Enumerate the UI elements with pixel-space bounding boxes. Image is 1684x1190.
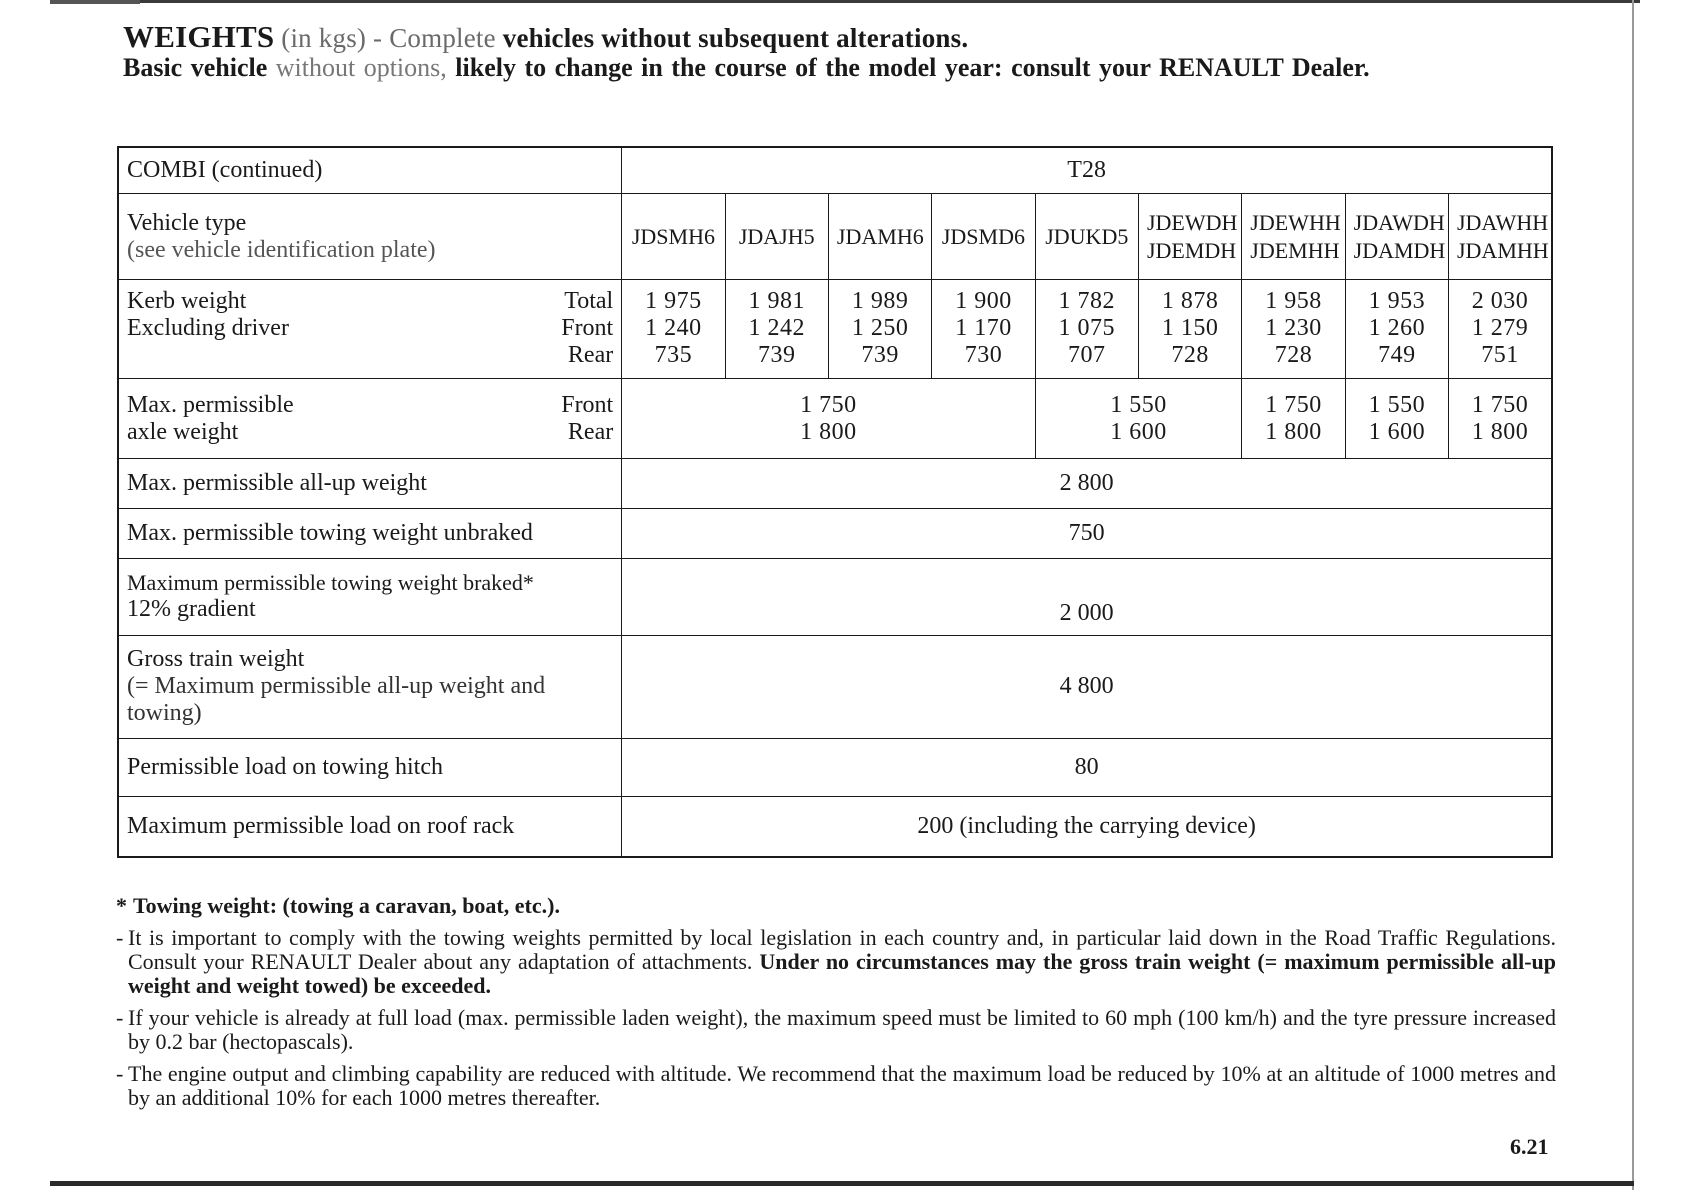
axle-front-value: 1 550 [1110,391,1167,418]
kerb-total: 2 030 [1471,288,1529,315]
axle-rear-value: 1 800 [1265,418,1322,445]
page-top-edge [50,0,1640,3]
kerb-total-label: Total [564,288,614,315]
footnote-heading [116,894,1556,918]
table-row-towing-hitch [118,739,1552,797]
axle-rear-value: 1 600 [1368,418,1426,445]
footnote-item [116,926,1556,998]
kerb-front: 1 230 [1265,315,1322,342]
heading-rest: vehicles without subsequent alterations. [502,23,969,53]
allup-label-cell [118,459,622,509]
footnote-star: * [116,893,127,918]
vehicle-code [828,194,931,280]
vehicle-code-line: JDEWDH [1146,209,1238,235]
kerb-values [1448,280,1552,378]
vehicle-type-sub: (see vehicle identification plate) [127,236,436,263]
roof-label-cell [118,797,622,857]
axle-values [1035,378,1242,459]
section-label-cell [118,147,622,194]
kerb-total: 1 958 [1265,288,1322,315]
footnote-dash: - [116,925,124,950]
page-number: 6.21 [1510,1134,1549,1159]
axle-front-label: Front [561,391,614,418]
kerb-rear: 730 [964,342,1003,369]
page-right-edge [1632,0,1634,1190]
kerb-total: 1 981 [748,288,805,315]
footnote-item [116,1006,1556,1054]
kerb-rear: 707 [1068,342,1106,369]
kerb-values [622,280,725,378]
vehicle-code-line: JDAMH6 [836,223,924,249]
axle-label-cell [118,378,622,459]
vehicle-code [932,194,1035,280]
gross-value: 4 800 [1059,673,1114,700]
unbraked-value-cell [622,509,1552,559]
footnote-dash: - [116,1005,124,1030]
allup-value: 2 800 [1059,470,1114,497]
vehicle-code-line: JDAMHH [1456,237,1549,263]
weights-table [117,146,1553,858]
axle-front-value: 1 750 [800,391,857,418]
kerb-values [1242,280,1345,378]
roof-label: Maximum permissible load on roof rack [127,813,515,840]
braked-gradient: 12% gradient [127,596,256,623]
braked-label-cell [118,558,622,635]
vehicle-code-line: JDSMH6 [631,223,715,249]
kerb-front: 1 250 [851,315,909,342]
heading-title: WEIGHTS [123,19,275,54]
table-row-roof-rack [118,797,1552,857]
axle-values [622,378,1035,459]
hitch-value: 80 [1074,754,1099,781]
section-label: COMBI (continued) [127,157,323,184]
footnote-dash: - [116,1061,124,1086]
footnote-text: The engine output and climbing capability are reduced with altitude. We recommend that the maximum load be reduced by 10% at an altitude of 1000 metres and by an additional 10% for each 1000 metres thereafter. [128,1061,1556,1110]
table-row-gross-train [118,635,1552,739]
hitch-label: Permissible load on towing hitch [127,754,443,781]
kerb-label: Kerb weight [127,288,247,315]
model-label: T28 [1067,157,1106,184]
hitch-value-cell [622,739,1552,797]
axle-sub-label: axle weight [127,418,239,445]
kerb-front: 1 170 [955,315,1012,342]
footnote-text: It is important to comply with the towing weights permitted by local legislation in each country and, in particular laid down in the Road Traffic Regulations. Consult your RENAULT Dealer about any adaptation of attachments. [128,925,1556,974]
page-top-edge-mark [50,0,140,4]
kerb-values [828,280,931,378]
table-row-section [118,147,1552,194]
kerb-total: 1 878 [1161,288,1219,315]
unbraked-value: 750 [1068,520,1105,547]
allup-label: Max. permissible all-up weight [127,470,427,497]
kerb-values [1345,280,1448,378]
kerb-rear: 739 [861,342,899,369]
roof-value: 200 (including the carrying device) [917,813,1256,840]
heading-line-1 [123,19,1563,54]
kerb-rear: 751 [1481,342,1519,369]
footnote-item [116,1062,1556,1110]
vehicle-code-line: JDAWHH [1456,209,1549,235]
table-row-allup-weight [118,459,1552,509]
kerb-rear: 749 [1378,342,1416,369]
kerb-label-cell [118,280,622,378]
kerb-front: 1 240 [645,315,702,342]
vehicle-code-line: JDUKD5 [1045,223,1129,249]
kerb-values [725,280,828,378]
axle-front-value: 1 750 [1265,391,1322,418]
table-row-kerb-weight [118,280,1552,378]
kerb-rear: 728 [1274,342,1313,369]
vehicle-code-line: JDAJH5 [738,223,815,249]
kerb-rear: 739 [758,342,796,369]
axle-rear-value: 1 600 [1110,418,1167,445]
vehicle-code [622,194,725,280]
heading-without-options: without options, [275,53,447,82]
axle-rear-value: 1 800 [1471,418,1529,445]
kerb-total: 1 975 [645,288,702,315]
vehicle-code [1345,194,1448,280]
model-header-cell [622,147,1552,194]
allup-value-cell [622,459,1552,509]
kerb-front-label: Front [561,315,614,342]
unbraked-label-cell [118,509,622,559]
vehicle-code-line: JDAMDH [1353,237,1446,263]
axle-values [1448,378,1552,459]
kerb-values [932,280,1035,378]
kerb-sub-label: Excluding driver [127,315,289,342]
braked-label: Maximum permissible towing weight braked* [127,570,534,596]
hitch-label-cell [118,739,622,797]
vehicle-code [1035,194,1138,280]
table-row-vehicle-type [118,194,1552,280]
kerb-rear: 735 [654,342,693,369]
kerb-front: 1 242 [748,315,805,342]
axle-front-value: 1 750 [1471,391,1529,418]
braked-value: 2 000 [1059,599,1114,626]
axle-rear-value: 1 800 [800,418,857,445]
axle-values [1242,378,1345,459]
axle-front-value: 1 550 [1368,391,1426,418]
unbraked-label: Max. permissible towing weight unbraked [127,520,533,547]
vehicle-code-line: JDAWDH [1353,209,1445,235]
kerb-front: 1 279 [1471,315,1529,342]
vehicle-code-line: JDEMDH [1146,237,1237,263]
kerb-rear-label: Rear [567,342,614,369]
axle-rear-label: Rear [567,418,614,445]
kerb-values [1035,280,1138,378]
gross-value-cell [622,635,1552,739]
footnote-bold-text: Under no circumstances may the gross train weight (= maximum permissible all-up weight and weight towed) be exceeded. [128,949,1557,998]
gross-sub-label: (= Maximum permissible all-up weight and towing) [127,673,546,727]
heading-basic-vehicle: Basic vehicle [123,53,268,82]
gross-label: Gross train weight [127,646,305,673]
table-row-towing-unbraked [118,509,1552,559]
vehicle-code-line: JDSMD6 [941,223,1025,249]
kerb-total: 1 953 [1368,288,1426,315]
braked-value-cell [622,558,1552,635]
heading-line-2 [123,53,1563,82]
page-bottom-edge [50,1181,1634,1186]
kerb-rear: 728 [1171,342,1209,369]
kerb-total: 1 900 [955,288,1012,315]
kerb-front: 1 075 [1058,315,1116,342]
vehicle-code [1242,194,1345,280]
heading-unit: (in kgs) [281,23,367,53]
kerb-values [1138,280,1241,378]
kerb-total: 1 782 [1058,288,1116,315]
vehicle-code [725,194,828,280]
heading-dash: - [373,23,383,53]
table-row-towing-braked [118,558,1552,635]
footnote-text: If your vehicle is already at full load (max. permissible laden weight), the maximum speed must be limited to 60 mph (100 km/h) and the tyre pressure increased by 0.2 bar (hectopascals). [128,1005,1556,1054]
heading-complete: Complete [389,23,496,53]
gross-label-cell [118,635,622,739]
axle-values [1345,378,1448,459]
kerb-front: 1 260 [1368,315,1426,342]
kerb-total: 1 989 [851,288,909,315]
table-row-axle-weight [118,378,1552,459]
kerb-front: 1 150 [1161,315,1219,342]
vehicle-type-label: Vehicle type [127,209,247,236]
vehicle-code [1138,194,1241,280]
vehicle-code [1448,194,1552,280]
footnote-heading-text: Towing weight: (towing a caravan, boat, etc.). [133,893,560,918]
page-heading [123,19,1563,82]
roof-value-cell [622,797,1552,857]
heading-consult: likely to change in the course of the model year: consult your RENAULT Dealer. [455,53,1370,82]
vehicle-code-line: JDEWHH [1250,209,1341,235]
vehicle-code-line: JDEMHH [1250,237,1340,263]
axle-label: Max. permissible [127,391,294,418]
vehicle-type-label-cell [118,194,622,280]
footnotes [116,894,1556,1118]
